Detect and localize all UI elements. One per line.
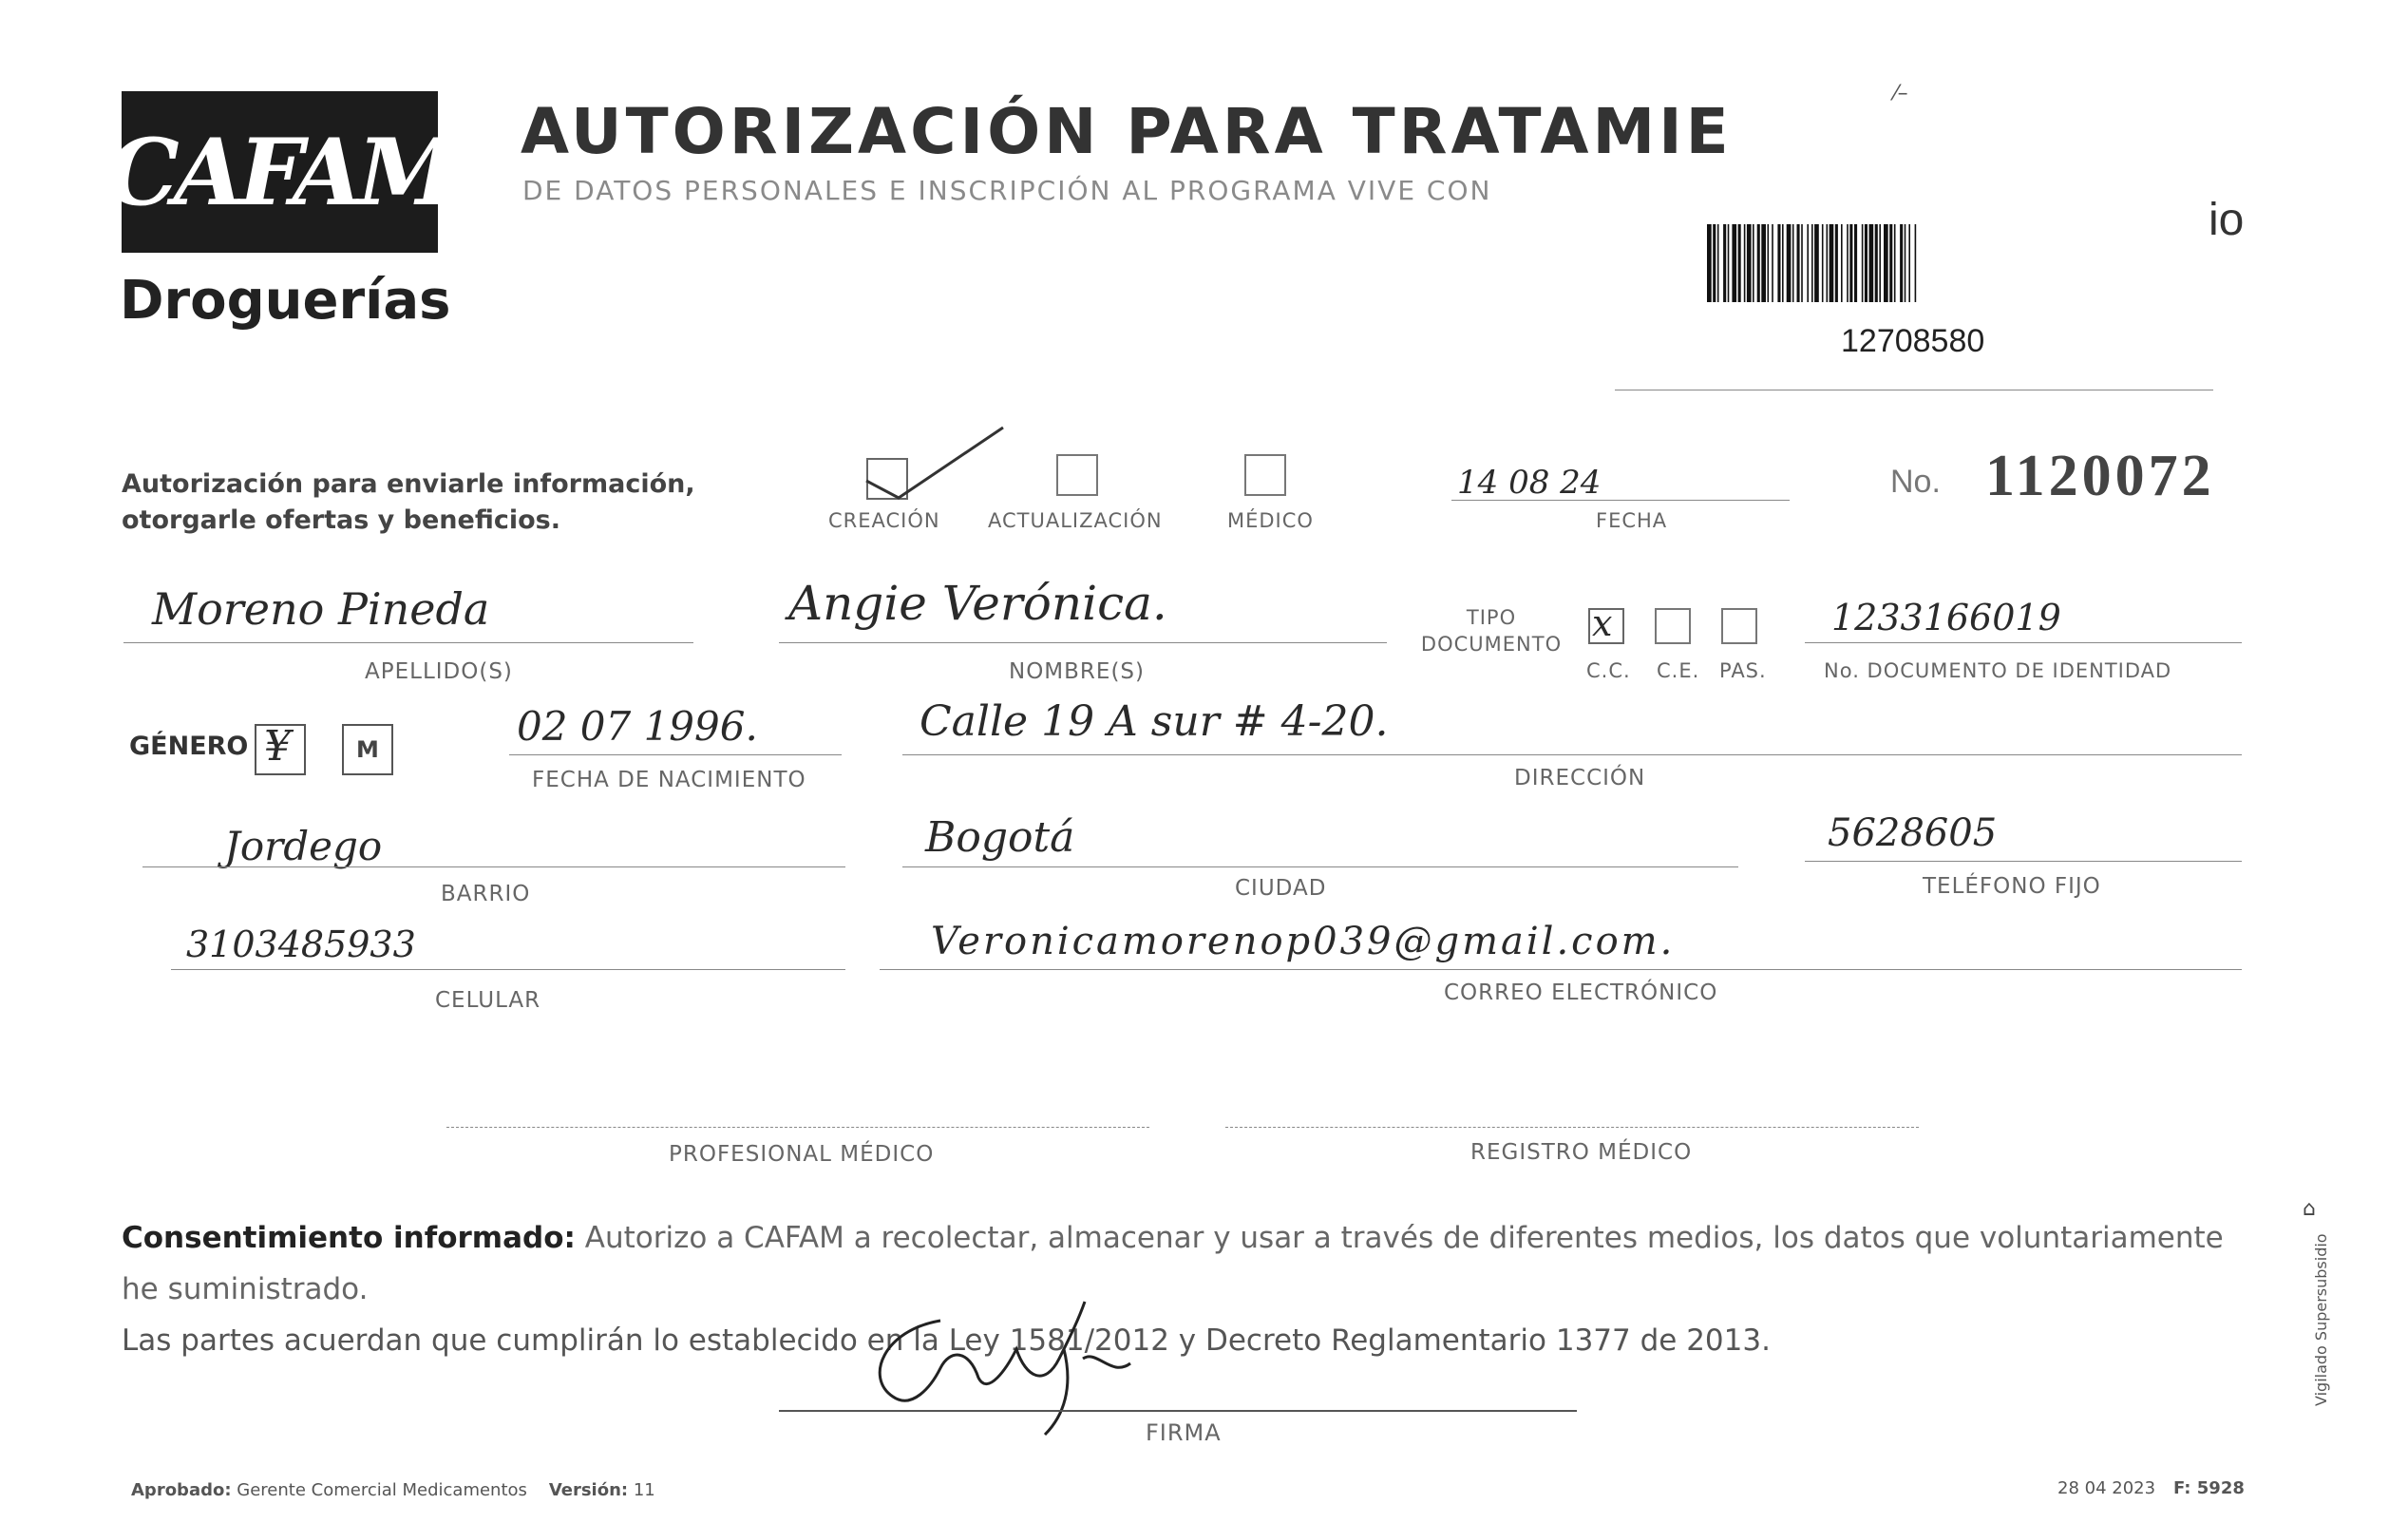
barcode-bar xyxy=(1768,224,1770,302)
gender-m-checkbox[interactable]: M xyxy=(342,724,393,775)
cafam-logo xyxy=(106,91,453,253)
form-subtitle: DE DATOS PERSONALES E INSCRIPCIÓN AL PROGRAMA VIVE CON xyxy=(522,175,1492,206)
barcode-bar xyxy=(1744,224,1746,302)
neighborhood-label: BARRIO xyxy=(441,882,531,906)
landline-value[interactable]: 5628605 xyxy=(1828,811,1998,855)
doc-type-cc-checkbox[interactable] xyxy=(1588,602,1624,644)
surnames-label: APELLIDO(S) xyxy=(365,659,513,684)
pen-mark-icon: ⁄– xyxy=(1894,82,1908,105)
doc-type-label: TIPO DOCUMENTO xyxy=(1420,606,1563,656)
footer-approved xyxy=(131,1480,655,1500)
barcode-bar xyxy=(1811,224,1813,302)
barcode-bar xyxy=(1879,224,1881,302)
gender-label: GÉNERO xyxy=(129,732,249,761)
neighborhood-underline xyxy=(142,866,845,867)
barcode-bar xyxy=(1728,224,1730,302)
barcode-bar xyxy=(1835,224,1838,302)
barcode-bar xyxy=(1797,224,1800,302)
names-label: NOMBRE(S) xyxy=(1009,659,1145,684)
barcode-bar xyxy=(1732,224,1736,302)
logo-text: CAFAM xyxy=(106,118,453,226)
barcode-bar xyxy=(1830,224,1834,302)
registry-underline xyxy=(1225,1127,1919,1128)
barcode-bar xyxy=(1862,224,1864,302)
consent-heading: Consentimiento informado: xyxy=(122,1221,576,1255)
consent-block xyxy=(122,1212,2268,1366)
supersubsidio-vertical-text: Vigilado Supersubsidio xyxy=(2312,1233,2330,1406)
address-label: DIRECCIÓN xyxy=(1514,766,1646,790)
mobile-label: CELULAR xyxy=(435,988,541,1013)
barcode-bar xyxy=(1900,224,1903,302)
email-underline xyxy=(880,969,2242,970)
doc-number-value[interactable]: 1233166019 xyxy=(1831,597,2061,638)
corner-mark: io xyxy=(2209,195,2245,245)
date-value[interactable]: 14 08 24 xyxy=(1457,464,1602,502)
barcode-bar xyxy=(1753,224,1754,302)
creacion-label: CREACIÓN xyxy=(828,509,940,532)
signature-label: FIRMA xyxy=(1146,1419,1222,1446)
email-label: CORREO ELECTRÓNICO xyxy=(1444,980,1718,1005)
barcode-bar xyxy=(1807,224,1809,302)
authorization-label-line2: otorgarle ofertas y beneficios. xyxy=(122,505,560,535)
barcode-bar xyxy=(1841,224,1843,302)
form-number-label: No. xyxy=(1890,464,1941,500)
names-value[interactable]: Angie Verónica. xyxy=(788,576,1167,631)
doc-number-underline xyxy=(1805,642,2242,643)
names-underline xyxy=(779,642,1387,643)
barcode-bar xyxy=(1707,224,1712,302)
doc-type-pas-checkbox[interactable] xyxy=(1721,608,1757,644)
medico-checkbox[interactable] xyxy=(1244,454,1286,496)
doc-type-cc-label: C.C. xyxy=(1586,659,1631,682)
professional-label: PROFESIONAL MÉDICO xyxy=(669,1142,935,1167)
consent-text-line1: Autorizo a CAFAM a recolectar, almacenar y usar a través de diferentes medios, los datos que voluntariamente he suministrado. xyxy=(122,1221,2224,1306)
barcode-bar xyxy=(1849,224,1852,302)
barcode-bar xyxy=(1884,224,1888,302)
approved-value: Gerente Comercial Medicamentos xyxy=(237,1480,527,1500)
doc-type-ce-label: C.E. xyxy=(1657,659,1700,682)
barcode-bar xyxy=(1889,224,1892,302)
date-underline xyxy=(1451,500,1790,501)
signature-underline xyxy=(779,1410,1577,1412)
barcode-bar xyxy=(1777,224,1780,302)
authorization-label-line1: Autorización para enviarle información, xyxy=(122,469,695,499)
version-label: Versión: xyxy=(548,1480,629,1500)
professional-underline xyxy=(446,1127,1149,1128)
barcode-bar xyxy=(1747,224,1752,302)
barcode-bar xyxy=(1761,224,1766,302)
landline-label: TELÉFONO FIJO xyxy=(1923,874,2101,899)
barcode-bar xyxy=(1865,224,1868,302)
barcode-bar xyxy=(1827,224,1829,302)
barcode-bar xyxy=(1915,224,1917,302)
barcode-bar xyxy=(1875,224,1878,302)
barcode-bar xyxy=(1822,224,1824,302)
x-mark-icon: ¥ xyxy=(264,722,291,771)
supersubsidio-logo-icon: ⌂ xyxy=(2303,1197,2316,1221)
barcode-bar xyxy=(1905,224,1906,302)
barcode-bar xyxy=(1713,224,1716,302)
actualizacion-checkbox[interactable] xyxy=(1056,454,1098,496)
handwritten-signature xyxy=(826,1292,1187,1444)
x-mark-icon: x xyxy=(1592,602,1613,644)
barcode-bar xyxy=(1792,224,1794,302)
city-label: CIUDAD xyxy=(1235,876,1327,901)
surnames-value[interactable]: Moreno Pineda xyxy=(152,583,490,635)
date-label: FECHA xyxy=(1596,509,1668,532)
approved-label: Aprobado: xyxy=(131,1480,232,1500)
city-value[interactable]: Bogotá xyxy=(925,813,1075,862)
barcode-bar xyxy=(1772,224,1773,302)
barcode-bar xyxy=(1847,224,1849,302)
doc-type-pas-label: PAS. xyxy=(1719,659,1767,682)
address-underline xyxy=(902,754,2242,755)
barcode-bar xyxy=(1854,224,1857,302)
form-title: AUTORIZACIÓN PARA TRATAMIE xyxy=(521,95,1733,168)
city-underline xyxy=(902,866,1738,867)
barcode-bar xyxy=(1869,224,1874,302)
barcode-bar xyxy=(1738,224,1741,302)
footer-form-code: F: 5928 xyxy=(2173,1478,2245,1498)
doc-number-label: No. DOCUMENTO DE IDENTIDAD xyxy=(1824,659,2172,682)
barcode-bar xyxy=(1894,224,1896,302)
surnames-underline xyxy=(123,642,693,643)
registry-label: REGISTRO MÉDICO xyxy=(1470,1140,1693,1165)
barcode-bar xyxy=(1757,224,1760,302)
consent-text-line2: Las partes acuerdan que cumplirán lo establecido en la Ley 1581/2012 y Decreto Reglamentario 1377 de 2013. xyxy=(122,1323,1771,1358)
gender-f-checkbox[interactable] xyxy=(255,724,306,775)
email-value[interactable]: Veronicamorenop039@gmail.com. xyxy=(931,920,1676,963)
checkmark-icon xyxy=(861,422,1013,507)
mobile-value[interactable]: 3103485933 xyxy=(186,923,416,965)
barcode-bar xyxy=(1814,224,1819,302)
footer-date: 28 04 2023 xyxy=(2057,1478,2156,1498)
neighborhood-value[interactable]: Jordego xyxy=(224,823,383,869)
form-number: 1120072 xyxy=(1985,444,2215,508)
actualizacion-label: ACTUALIZACIÓN xyxy=(988,509,1163,532)
barcode-number: 12708580 xyxy=(1841,323,1985,359)
birthdate-underline xyxy=(509,754,842,755)
birthdate-label: FECHA DE NACIMIENTO xyxy=(532,768,806,792)
birthdate-value[interactable]: 02 07 1996. xyxy=(517,703,758,750)
barcode-bar xyxy=(1908,224,1910,302)
barcode-bar xyxy=(1801,224,1803,302)
medico-label: MÉDICO xyxy=(1227,509,1314,532)
doc-type-ce-checkbox[interactable] xyxy=(1655,608,1691,644)
address-value[interactable]: Calle 19 A sur # 4-20. xyxy=(920,697,1389,746)
landline-underline xyxy=(1805,861,2242,862)
barcode-bar xyxy=(1717,224,1719,302)
barcode-bar xyxy=(1787,224,1792,302)
mobile-underline xyxy=(171,969,845,970)
barcode-bar xyxy=(1782,224,1784,302)
barcode-icon xyxy=(1707,224,2081,302)
version-value: 11 xyxy=(633,1480,655,1500)
logo-subtitle: Droguerías xyxy=(120,270,451,332)
creacion-checkbox[interactable] xyxy=(866,458,908,500)
barcode-bar xyxy=(1723,224,1726,302)
